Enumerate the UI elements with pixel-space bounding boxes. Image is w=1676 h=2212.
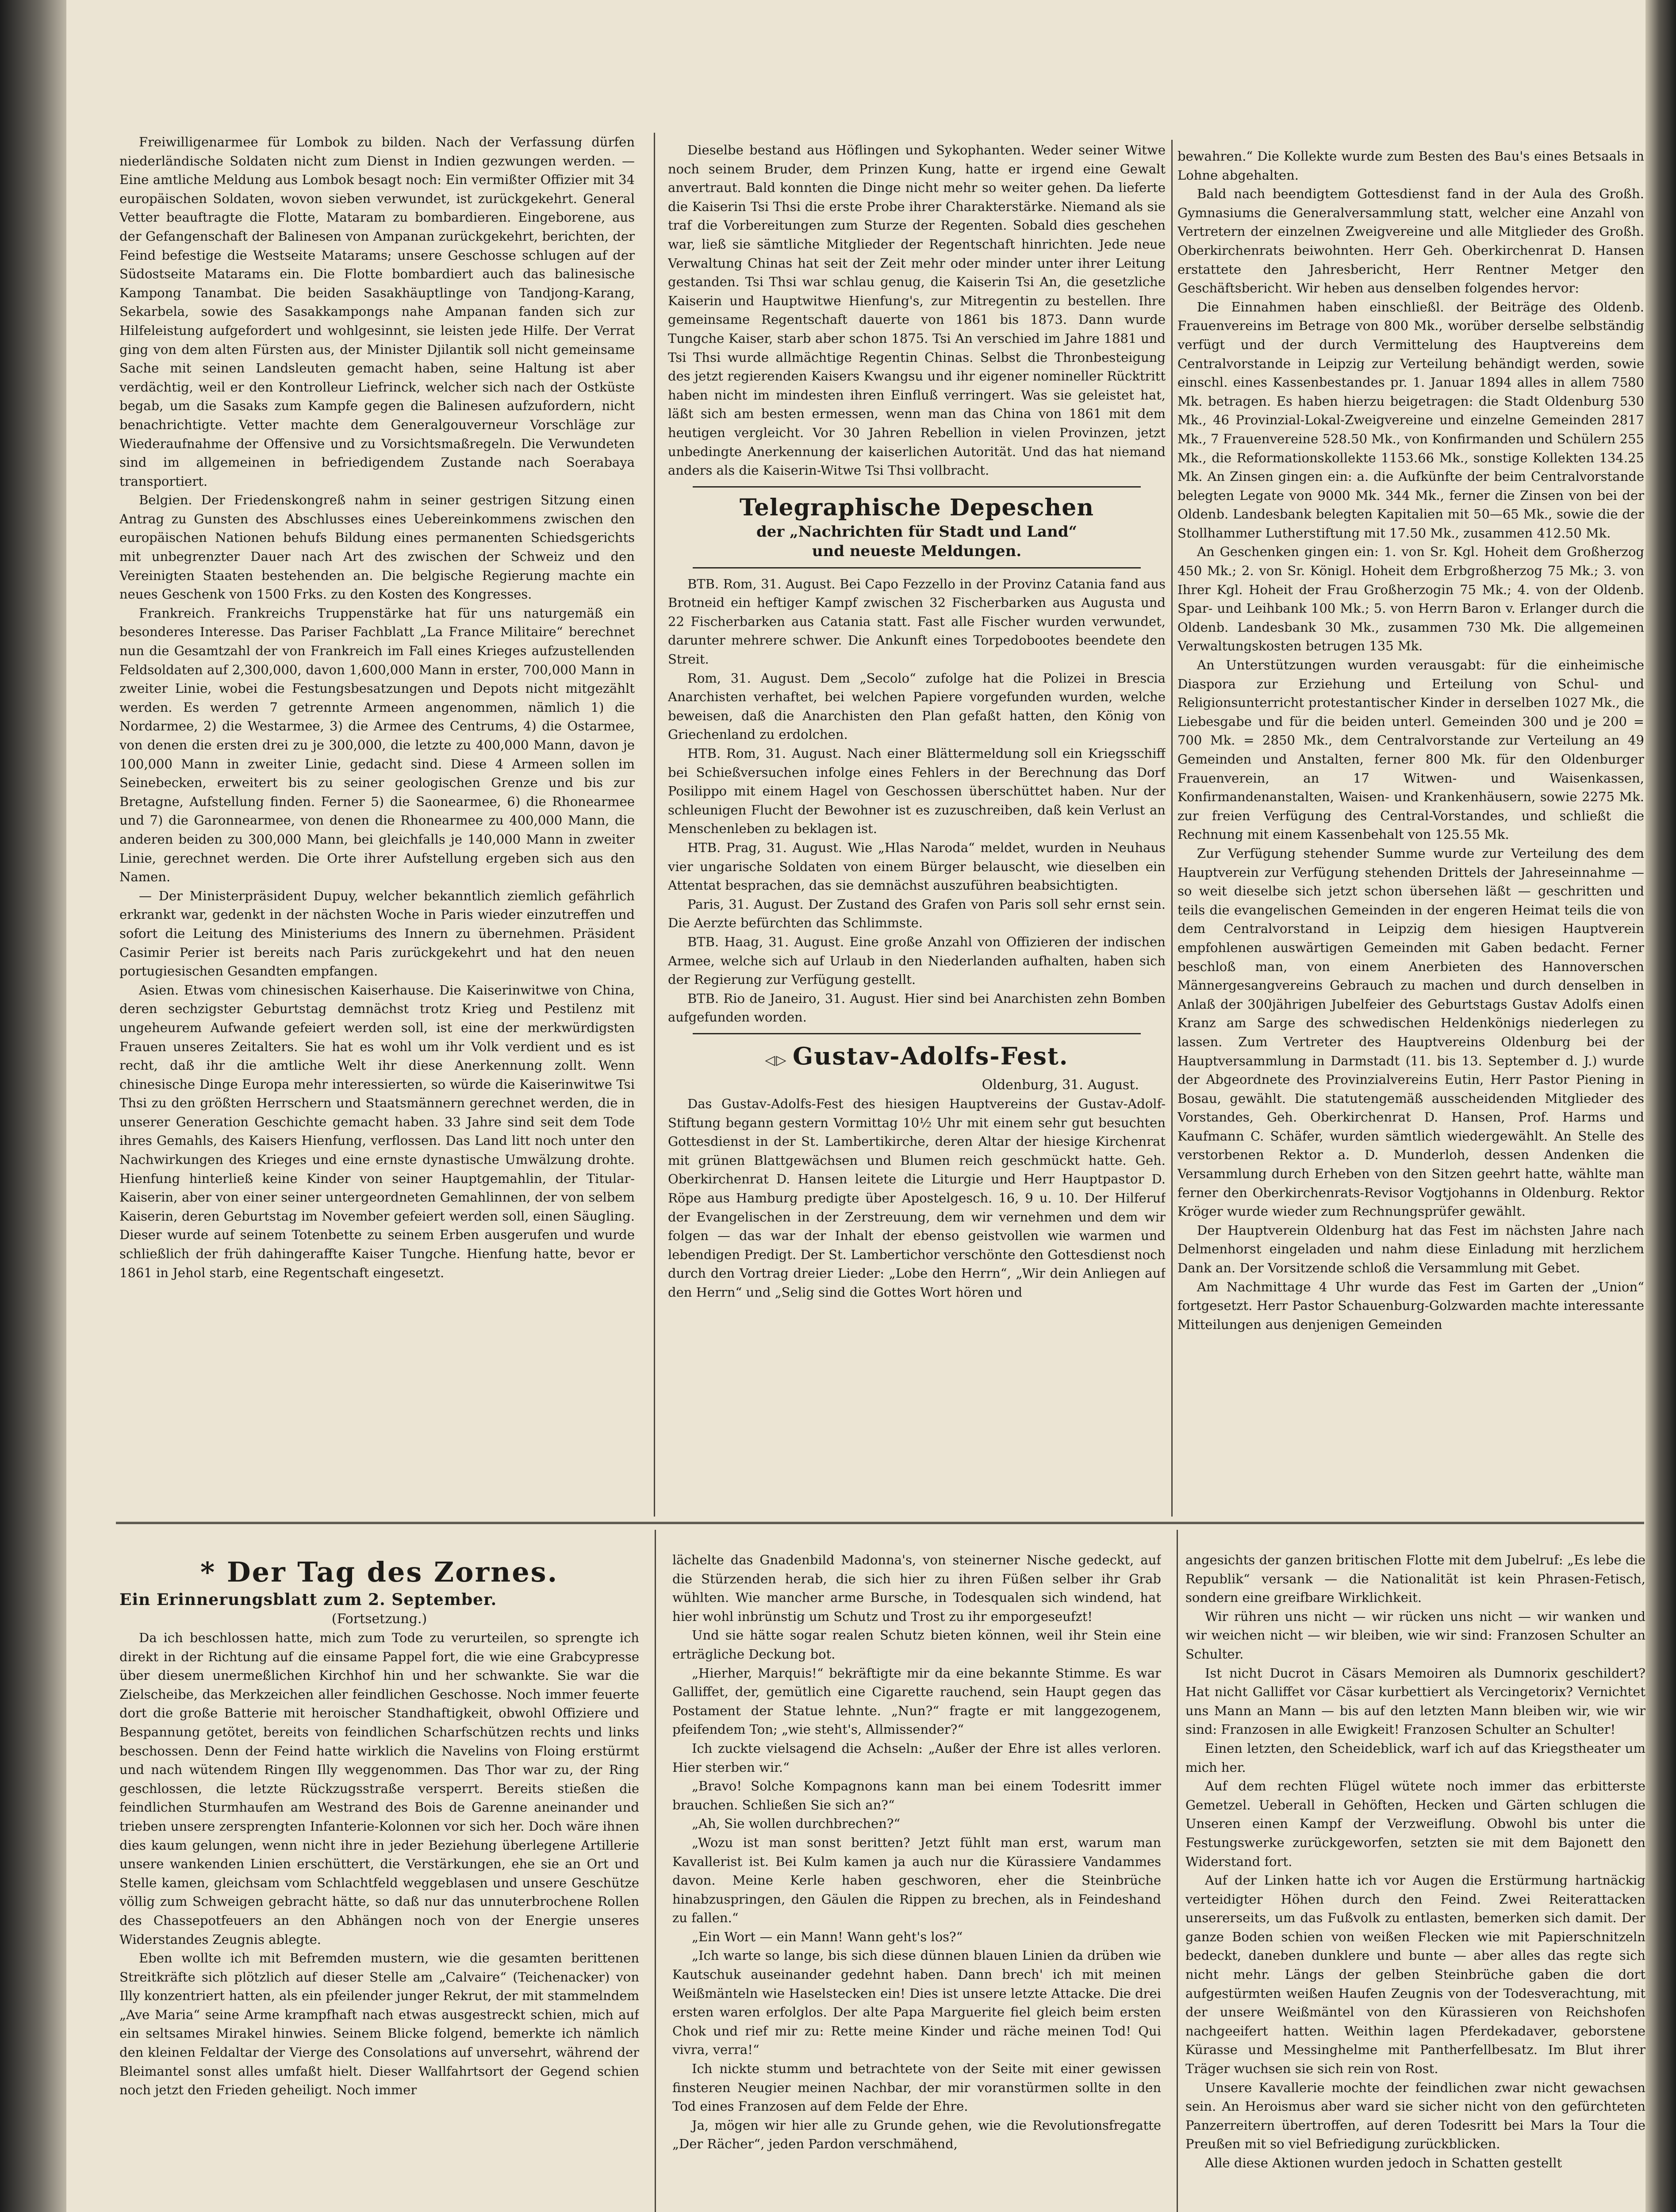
paragraph: Belgien. Der Friedenskongreß nahm in seiner gestrigen Sitzung einen Antrag zu Gunsten des Abschlusses eines Uebereinkommens zwischen den europäischen Nationen behufs Bildung eines permanenten Schiedsgerichts mit unbegrenzter Dauer nach Art des zwischen der Schweiz und den Vereinigten Staaten bestehenden an. Die belgische Regierung machte ein neues Geschenk von 1500 Frks. zu den Kosten des Kongresses. — [119, 492, 635, 602]
paragraph: Bald nach beendigtem Gottesdienst fand in der Aula des Großh. Gymnasiums die Generalversammlung statt, welcher eine Anzahl von Vertretern der einzelnen Zweigvereine und alle Mitglieder des Großh. Oberkirchenrats beiwohnten. Herr Geh. Oberkirchenrat D. Hansen erstattete den Jahresbericht, Herr Rentner Metger den Geschäftsbericht. Wir heben aus denselben folgendes hervor: — [1177, 186, 1644, 296]
paragraph: Eben wollte ich mit Befremden mustern, wie die gesamten berittenen Streitkräfte sich plötzlich auf dieser Stelle am „Calvaire“ (Teichenacker) von Illy konzentriert hatten, als ein pfeilender junger Rekrut, der mit stammelndem „Ave Maria“ seine Arme krampfhaft nach etwas ausgestreckt schien, mich auf ein seltsames Mirakel hinwies. Seinem Blicke folgend, bemerkte ich nämlich den kleinen Feldaltar der Vierge des Consolations auf unversehrt, während der Bleimantel sonst alles umfaßt hielt. Dieser Wallfahrtsort der Gegend schien noch jetzt den Frieden geheiligt. Noch immer — [119, 1951, 639, 2098]
festival-heading: ◁▷ Gustav-Adolfs-Fest. — [765, 1041, 1069, 1070]
ornament-icon: ◁▷ — [765, 1052, 793, 1068]
column-rule — [654, 133, 655, 1517]
scanner-left-edge — [0, 0, 66, 2212]
divider — [693, 567, 1141, 568]
paragraph: Dieselbe bestand aus Höflingen und Sykophanten. Weder seiner Witwe noch seinem Bruder, dem Prinzen Kung, hatte er irgend eine Gewalt anvertraut. Bald konnten die Dinge nicht mehr so weiter gehen. Da lieferte die Kaiserin Tsi Thsi die erste Probe ihrer Charakterstärke. Niemand als sie traf die Vorbereitungen zum Sturze der Regenten. Sobald dies geschehen war, ließ sie sämtliche Mitglieder der Regentschaft hinrichten. Jede neue Verwaltung Chinas hat seit der Zeit mehr oder minder unter ihrer Leitung gestanden. Tsi Thsi war schlau genug, die Kaiserin Tsi An, die gesetzliche Kaiserin und Hauptwitwe Hienfung's, zur Mitregentin zu bestellen. Ihre gemeinsame Regentschaft dauerte von 1861 bis 1873. Dann wurde Tungche Kaiser, starb aber schon 1875. Tsi An verschied im Jahre 1881 und Tsi Thsi wurde allmächtige Regentin Chinas. Selbst die Thronbesteigung des jetzt regierenden Kaisers Kwangsu und ihr eigener nomineller Rücktritt haben nicht im mindesten ihren Einfluß verringert. Was sie geleistet hat, läßt sich am besten ermessen, wenn man das China von 1861 mit dem heutigen vergleicht. Vor 30 Jahren Rebellion in vielen Provinzen, jetzt unbedingte Anerkennung der kaiserlichen Autorität. Und das hat niemand anders als die Kaiserin-Witwe Tsi Thsi vollbracht. — [668, 142, 1166, 478]
column-rule — [1177, 1530, 1178, 2212]
dateline: Oldenburg, 31. August. — [982, 1077, 1139, 1093]
continuation-note: (Fortsetzung.) — [331, 1611, 427, 1627]
feuilleton-column-1 — [119, 1555, 639, 2212]
paragraph: Am Nachmittage 4 Uhr wurde das Fest im Garten der „Union“ fortgesetzt. Herr Pastor Schauenburg-Golzwarden machte interessante Mitteilungen aus denjenigen Gemeinden — [1177, 1279, 1644, 1332]
dispatch: Paris, 31. August. Der Zustand des Grafen von Paris soll sehr ernst sein. Die Aerzte befürchten das Schlimmste. — [668, 896, 1166, 931]
paragraph: Da ich beschlossen hatte, mich zum Tode zu verurteilen, so sprengte ich direkt in der Richtung auf die einsame Pappel fort, die wie eine Grabcypresse über diesem unermeßlichen Kirchhof hin und her schwankte. Sie war die Zielscheibe, das Merkzeichen aller feindlichen Geschosse. Noch immer feuerte dort die große Batterie mit heroischer Standhaftigkeit, obwohl Offiziere und Bespannung getötet, bereits von feindlichen Scharfschützen rechts und links beschossen. Denn der Feind hatte wirklich die Navelins von Floing erstürmt und nach wütendem Ringen Illy weggenommen. Das Thor war zu, der Ring geschlossen, die letzte Rückzugsstraße versperrt. Bereits stießen die feindlichen Sturmhaufen am Westrand des Bois de Garenne aneinander und trieben unsere zersprengten Infanterie-Kolonnen vor sich her. Doch wäre ihnen dies kaum gelungen, wenn nicht ihre in jeder Beziehung überlegene Artillerie unsere wankenden Linien erschüttert, die Verstärkungen, ehe sie an Ort und Stelle kamen, gleichsam vom Schlachtfeld weggeblasen und unsere Geschütze völlig zum Schweigen gebracht hätte, so daß nur das unnuterbrochene Rollen des Chassepotfeuers an den Abhängen noch von der Energie unseres Widerstandes Zeugnis ablegte. — [119, 1630, 639, 1947]
feuilleton-column-3 — [1185, 1551, 1645, 2212]
paragraph: Frankreich. Frankreichs Truppenstärke hat für uns naturgemäß ein besonderes Interesse. Das Pariser Fachblatt „La France Militaire“ berechnet nun die Gesamtzahl der von Frankreich im Fall eines Krieges aufzustellenden Feldsoldaten auf 2,300,000, davon 1,600,000 Mann in erster, 700,000 Mann in zweiter Linie, wobei die Festungsbesatzungen und Depots nicht mitgezählt werden. Es werden 7 getrennte Armeen angenommen, nämlich 1) die Nordarmee, 2) die Westarmee, 3) die Armee des Centrums, 4) die Ostarmee, von denen die ersten drei zu je 300,000, die letzte zu 400,000 Mann, davon je 100,000 Mann in zweiter Linie, gedacht sind. Diese 4 Armeen sollen im Seinebecken, erweitert bis zu seiner geologischen Grenze und bis zur Bretagne, Aufstellung finden. Ferner 5) die Saonearmee, 6) die Rhonearmee und 7) die Garonnearmee, von denen die Rhonearmee zu 400,000 Mann, die anderen beiden zu 300,000 Mann, bei gleichfalls je 140,000 Mann in zweiter Linie, gerechnet werden. Die Orte ihrer Aufstellung ergeben sich aus den Namen. — [119, 605, 635, 885]
feuilleton-subtitle: Ein Erinnerungsblatt zum 2. September. — [119, 1590, 497, 1609]
telegraph-heading: Telegraphische Depeschen — [739, 494, 1094, 521]
paragraph: Unsere Kavallerie mochte der feindlichen zwar nicht gewachsen sein. An Heroismus aber ward sie sicher nicht von den gefürchteten Panzerreitern übertroffen, auf deren Todesritt bei Mars la Tour die Preußen mit so viel Befriedigung zurückblicken. — [1185, 2080, 1645, 2152]
paragraph: lächelte das Gnadenbild Madonna's, von steinerner Nische gedeckt, auf die Stürzenden herab, die sich hier zu ihren Füßen selber ihr Grab wühlten. Wie mancher arme Bursche, in Todesqualen sich windend, hat hier wohl inbrünstig um Schutz und Trost zu ihr emporgeseufzt! — [672, 1552, 1161, 1624]
feuilleton-column-2 — [672, 1551, 1161, 2212]
paragraph: Freiwilligenarmee für Lombok zu bilden. Nach der Verfassung dürfen niederländische Soldaten nicht zum Dienst in Indien gezwungen werden. — Eine amtliche Meldung aus Lombok besagt noch: Ein vermißter Offizier mit 34 europäischen Soldaten, wovon sieben verwundet, ist zurückgekehrt. General Vetter beauftragte die Flotte, Mataram zu bombardieren. Eingeborene, aus der Gefangenschaft der Balinesen von Ampanan zurückgekehrt, berichten, der Feind befestige die Westseite Matarams; unsere Geschosse schlugen auf der Südostseite Matarams ein. Die Flotte bombardiert auch das balinesische Kampong Tanambat. Die beiden Sasakhäuptlinge von Tandjong-Karang, Sekarbela, sowie des Sasakkampongs nahe Ampanan fanden sich zur Hilfeleistung aufgefordert und wohlgesinnt, sie leisten jede Hilfe. Der Verrat ging von dem alten Fürsten aus, der Minister Djilantik soll nicht gemeinsame Sache mit seinen Landsleuten gemacht haben, seine Haltung ist aber verdächtig, weil er den Kontrolleur Liefrinck, welcher sich nach der Ostküste begab, um die Sasaks zum Kampfe gegen die Balinesen aufzufordern, nicht benachrichtigte. Vetter machte dem Generalgouverneur Vorschläge zur Wiederaufnahme der Offensive und zu Vorsichtsmaßregeln. Die Verwundeten sind im allgemeinen in befriedigendem Zustande nach Soerabaya transportiert. — [119, 134, 635, 489]
paragraph: bewahren.“ Die Kollekte wurde zum Besten des Bau's eines Betsaals in Lohne abgehalten. — [1177, 149, 1644, 183]
paragraph: An Unterstützungen wurden verausgabt: für die einheimische Diaspora zur Erziehung und Erteilung von Schul- und Religionsunterricht protestantischer Kinder in derselben 1027 Mk., die Liebesgabe und für die beiden unterl. Gemeinden 300 und je 200 = 700 Mk. = 2850 Mk., dem Centralvorstande zur Verteilung an 49 Gemeinden und Anstalten, ferner 800 Mk. für den Oldenburger Frauenverein, an 17 Witwen- und Waisenkassen, Konfirmandenanstalten, Waisen- und Krankenhäusern, sowie 2275 Mk. zur freien Verfügung des Central-Vorstandes, und schließt die Rechnung mit einem Kassenbehalt von 125.55 Mk. — [1177, 657, 1644, 842]
paragraph: Die Einnahmen haben einschließl. der Beiträge des Oldenb. Frauenvereins im Betrage von 800 Mk., worüber derselbe selbständig verfügt und der durch Vermittelung des Hauptvereins dem Centralvorstande in Leipzig zur Verteilung behändigt werden, sowie einschl. eines Kassenbestandes pr. 1. Januar 1894 alles in allem 7580 Mk. betragen. Es haben hierzu beigetragen: die Stadt Oldenburg 530 Mk., 46 Provinzial-Lokal-Zweigvereine und einzelne Gemeinden 2817 Mk., 7 Frauenvereine 528.50 Mk., von Konfirmanden und Schülern 255 Mk., die Reformationskollekte 1153.66 Mk., sonstige Kollekten 134.25 Mk. An Zinsen gingen ein: a. die Aufkünfte der beim Centralvorstande belegten Legate von 9000 Mk. 344 Mk., ferner die Zinsen von bei der Oldenb. Landesbank belegten Kapitalien mit 50—65 Mk., sowie die der Stollhammer Lutherstiftung mit 17.50 Mk., zusammen 412.50 Mk. — [1177, 299, 1644, 541]
dispatch: BTB. Rio de Janeiro, 31. August. Hier sind bei Anarchisten zehn Bomben aufgefunden worden. — [668, 991, 1166, 1025]
paragraph: Wir rühren uns nicht — wir rücken uns nicht — wir wanken und wir weichen nicht — wir bleiben, wie wir sind: Franzosen Schulter an Schulter. — [1185, 1609, 1645, 1662]
scanner-right-edge — [1645, 0, 1676, 2212]
dispatch: BTB. Haag, 31. August. Eine große Anzahl von Offizieren der indischen Armee, welche sich auf Urlaub in den Niederlanden aufhalten, haben sich der Regierung zur Verfügung gestellt. — [668, 934, 1166, 987]
paragraph: An Geschenken gingen ein: 1. von Sr. Kgl. Hoheit dem Großherzog 450 Mk.; 2. von Sr. Königl. Hoheit dem Erbgroßherzog 75 Mk.; 3. von Ihrer Kgl. Hoheit der Frau Großherzogin 75 Mk.; 4. von der Oldenb. Spar- und Leihbank 100 Mk.; 5. von Herrn Baron v. Erlanger durch die Oldenb. Landesbank 30 Mk., zusammen 730 Mk. Die allgemeinen Verwaltungskosten betrugen 135 Mk. — [1177, 544, 1644, 654]
paragraph: Alle diese Aktionen wurden jedoch in Schatten gestellt — [1205, 2155, 1562, 2170]
feuilleton-separator — [116, 1522, 1644, 1524]
dispatch: HTB. Rom, 31. August. Nach einer Blättermeldung soll ein Kriegsschiff bei Schießversuchen infolge eines Fehlers in der Berechnung das Dorf Posilippo mit einem Hagel von Geschossen überschüttet haben. Nur der schleunigen Flucht der Bewohner ist es zuzuschreiben, daß kein Verlust an Menschenleben zu beklagen ist. — [668, 746, 1166, 837]
paragraph: Ich nickte stumm und betrachtete von der Seite mit einer gewissen finsteren Neugier meinen Nachbar, der mir voranstürmen sollte in den Tod eines Franzosen auf dem Felde der Ehre. — [672, 2061, 1161, 2114]
paragraph: — Der Ministerpräsident Dupuy, welcher bekanntlich ziemlich gefährlich erkrankt war, gedenkt in der nächsten Woche in Paris wieder einzutreffen und sofort die Leitung des Ministeriums des Innern zu übernehmen. Präsident Casimir Perier ist bereits nach Paris zurückgekehrt und hat den neuen portugiesischen Gesandten empfangen. — [119, 888, 635, 979]
paragraph: angesichts der ganzen britischen Flotte mit dem Jubelruf: „Es lebe die Republik“ versank — die Nationalität ist kein Phrasen-Fetisch, sondern eine greifbare Wirklichkeit. — [1185, 1552, 1645, 1605]
paragraph: Ja, mögen wir hier alle zu Grunde gehen, wie die Revolutionsfregatte „Der Rächer“, jeden Pardon verschmähend, — [672, 2117, 1161, 2152]
paragraph: Und sie hätte sogar realen Schutz bieten können, weil ihr Stein eine erträgliche Deckung bot. — [672, 1628, 1161, 1662]
paragraph: „Bravo! Solche Kompagnons kann man bei einem Todesritt immer brauchen. Schließen Sie sich an?“ — [672, 1778, 1161, 1813]
paragraph: Auf der Linken hatte ich vor Augen die Erstürmung hartnäckig verteidigter Höhen durch den Feind. Zwei Reiterattacken unsererseits, um das Fußvolk zu entlasten, bemerken sich damit. Der ganze Boden schien von weißen Flecken wie mit Papierschnitzeln bedeckt, daneben dunklere und bunte — aber alles das regte sich nicht mehr. Längs der gelben Steinbrüche gaben die dort aufgestürmten weißen Haufen Zeugnis von der Todesverachtung, mit der unsere Weißmäntel von den Kürassieren von Reichshofen nachgeeifert hatten. Weithin lagen Pferdekadaver, geborstene Kürasse und Messinghelme mit Pantherfellbesatz. Im Blut ihrer Träger wuchsen sie sich rein von Rost. — [1185, 1873, 1645, 2077]
paragraph: Einen letzten, den Scheideblick, warf ich auf das Kriegstheater um mich her. — [1185, 1740, 1645, 1775]
column-rule — [1171, 140, 1173, 1517]
paragraph: „Ah, Sie wollen durchbrechen?“ — [692, 1816, 901, 1832]
paragraph: Ich zuckte vielsagend die Achseln: „Außer der Ehre ist alles verloren. Hier sterben wir.“ — [672, 1740, 1161, 1775]
dispatch: HTB. Prag, 31. August. Wie „Hlas Naroda“ meldet, wurden in Neuhaus vier ungarische Soldaten von einem Bürger belauscht, wie dieselben ein Attentat besprachen, das sie demnächst auszuführen beabsichtigten. — [668, 840, 1166, 893]
paragraph: Asien. Etwas vom chinesischen Kaiserhause. Die Kaiserinwitwe von China, deren sechzigster Geburtstag demnächst trotz Krieg und Pestilenz mit ungeheurem Aufwande gefeiert werden soll, ist eine der merkwürdigsten Frauen unseres Zeitalters. Sie hat es wohl um ihr Volk verdient und es ist recht, daß ihr die amtliche Welt ihr diese Anerkennung zollt. Wenn chinesische Dinge Europa mehr interessierten, so würde die Kaiserinwitwe Tsi Thsi zu den größten Herrschern und Staatsmännern gerechnet werden, die in unserer Generation Geschichte gemacht haben. 33 Jahre sind seit dem Tode ihres Gemahls, des Kaisers Hienfung, verflossen. Das Land litt noch unter den Nachwirkungen des Krieges und eine ernste dynastische Umwälzung drohte. Hienfung hinterließ keine Kinder von seiner Hauptgemahlin, der Titular-Kaiserin, aber von einer seiner untergeordneten Gemahlinnen, der von selbem Kaiserin, deren Geburtstag im November gefeiert werden soll, einen Säugling. Dieser wurde auf seinem Totenbette zu seinem Erben ausgerufen und wurde schließlich der früh dahingeraffte Kaiser Tungche. Hienfung hatte, bevor er 1861 in Jehol starb, eine Regentschaft eingesetzt. — [119, 982, 635, 1280]
paragraph: „Wozu ist man sonst beritten? Jetzt fühlt man erst, warum man Kavallerist ist. Bei Kulm kamen ja auch nur die Kürassiere Vandammes davon. Meine Kerle haben geschworen, eher die Steinbrüche hinabzuspringen, den Gäulen die Rippen zu brechen, als in Feindeshand zu fallen.“ — [672, 1835, 1161, 1926]
paragraph: „Ein Wort — ein Mann! Wann geht's los?“ — [692, 1929, 963, 1944]
paragraph: Das Gustav-Adolfs-Fest des hiesigen Hauptvereins der Gustav-Adolf-Stiftung begann gestern Vormittag 10½ Uhr mit einem sehr gut besuchten Gottesdienst in der St. Lambertikirche, deren Altar der hiesige Kirchenrat mit grünen Blattgewächsen und Blumen reich geschmückt hatte. Geh. Oberkirchenrat D. Hansen leitete die Liturgie und Herr Hauptpastor D. Röpe aus Hamburg predigte über Apostelgesch. 16, 9 u. 10. Der Hilferuf der Evangelischen in der Zerstreuung, dem wir vernehmen und dem wir folgen — das war der Inhalt der ebenso geistvollen wie warmen und lebendigen Predigt. Der St. Lambertichor verschönte den Gottesdienst noch durch den Vortrag dreier Lieder: „Lobe den Herrn“, „Wir dein Anliegen auf den Herrn“ und „Selig sind die Gottes Wort hören und — [668, 1096, 1166, 1300]
telegraph-subheading: der „Nachrichten für Stadt und Land“ — [756, 522, 1078, 541]
column-3-top — [1177, 147, 1644, 1518]
column-rule — [655, 1530, 656, 2212]
paragraph: Auf dem rechten Flügel wütete noch immer das erbitterste Gemetzel. Ueberall in Gehöften, Hecken und Gärten schlugen die Unseren einen Kampf der Verzweiflung. Obwohl bis unter die Festungswerke zurückgeworfen, setzten sie mit dem Bajonett den Widerstand fort. — [1185, 1778, 1645, 1869]
telegraph-subheading: und neueste Meldungen. — [812, 542, 1022, 560]
column-2-top — [668, 141, 1166, 1517]
paragraph: Zur Verfügung stehender Summe wurde zur Verteilung des dem Hauptverein zur Verfügung stehenden Drittels der Jahreseinnahme — so weit dieselbe sich jetzt schon übersehen läßt — geschritten und teils die evangelischen Gemeinden in der engeren Heimat teils die von dem Centralvorstand in Leipzig dem hiesigen Hauptverein empfohlenen auswärtigen Gemeinden mit Gaben bedacht. Ferner beschloß man, von einem Anerbieten des Hannoverschen Männergesangvereins Gebrauch zu machen und durch denselben in Anlaß der 300jährigen Jubelfeier des Geburtstags Gustav Adolfs einen Kranz am Sarge des schwedischen Heldenkönigs niederlegen zu lassen. Zum Vertreter des Hauptvereins Oldenburg bei der Hauptversammlung in Darmstadt (11. bis 13. September d. J.) wurde der Abgeordnete des Provinzialvereins Eutin, Herr Pastor Piening in Bosau, gewählt. Die statutengemäß ausscheidenden Mitglieder des Vorstandes, Geh. Oberkirchenrat D. Hansen, Prof. Harms und Kaufmann C. Schäfer, wurden sämtlich wiedergewählt. An Stelle des verstorbenen Rektor a. D. Munderloh, dessen Andenken die Versammlung durch Erheben von den Sitzen geehrt hatte, wählte man ferner den Oberkirchenrats-Revisor Vogtjohanns in Oldenburg. Rektor Kröger wurde wieder zum Rechnungsprüfer gewählt. — [1177, 845, 1644, 1219]
column-1-top — [119, 133, 635, 1517]
dispatch: BTB. Rom, 31. August. Bei Capo Fezzello in der Provinz Catania fand aus Brotneid ein heftiger Kampf zwischen 32 Fischerbarken aus Augusta und 22 Fischerbarken aus Catania statt. Fast alle Fischer wurden verwundet, darunter mehrere schwer. Die Ankunft eines Torpedobootes beendete den Streit. — [668, 576, 1166, 667]
divider — [693, 1033, 1141, 1034]
dispatch: Rom, 31. August. Dem „Secolo“ zufolge hat die Polizei in Brescia Anarchisten verhaftet, bei welchen Papiere vorgefunden wurden, welche beweisen, daß die Anarchisten den Plan gefaßt hatten, den König von Griechenland zu erdolchen. — [668, 670, 1166, 742]
paragraph: „Hierher, Marquis!“ bekräftigte mir da eine bekannte Stimme. Es war Galliffet, der, gemütlich eine Cigarette rauchend, sein Haupt gegen das Postament der Statue lehnte. „Nun?“ fragte er mit langgezogenem, pfeifendem Ton; „wie steht's, Allmissender?“ — [672, 1665, 1161, 1737]
paragraph: Ist nicht Ducrot in Cäsars Memoiren als Dumnorix geschildert? Hat nicht Galliffet vor Cäsar kurbettiert als Vercingetorix? Vernichtet uns Mann an Mann — bis auf den letzten Mann bleiben wir, wie wir sind: Franzosen in alle Ewigkeit! Franzosen Schulter an Schulter! — [1185, 1665, 1645, 1737]
paragraph: „Ich warte so lange, bis sich diese dünnen blauen Linien da drüben wie Kautschuk auseinander gedehnt haben. Dann brech' ich mit meinen Weißmänteln wie Haselstecken ein! Dies ist unsere letzte Attacke. Die drei ersten waren erfolglos. Der alte Papa Marguerite fiel gleich beim ersten Chok und rief mir zu: Rette meine Kinder und räche meinen Tod! Qui vivra, verra!“ — [672, 1948, 1161, 2058]
paragraph: Der Hauptverein Oldenburg hat das Fest im nächsten Jahre nach Delmenhorst eingeladen und nahm diese Einladung mit herzlichem Dank an. Der Vorsitzende schloß die Versammlung mit Gebet. — [1177, 1222, 1644, 1276]
divider — [693, 486, 1141, 488]
feuilleton-title: * Der Tag des Zornes. — [200, 1556, 559, 1588]
